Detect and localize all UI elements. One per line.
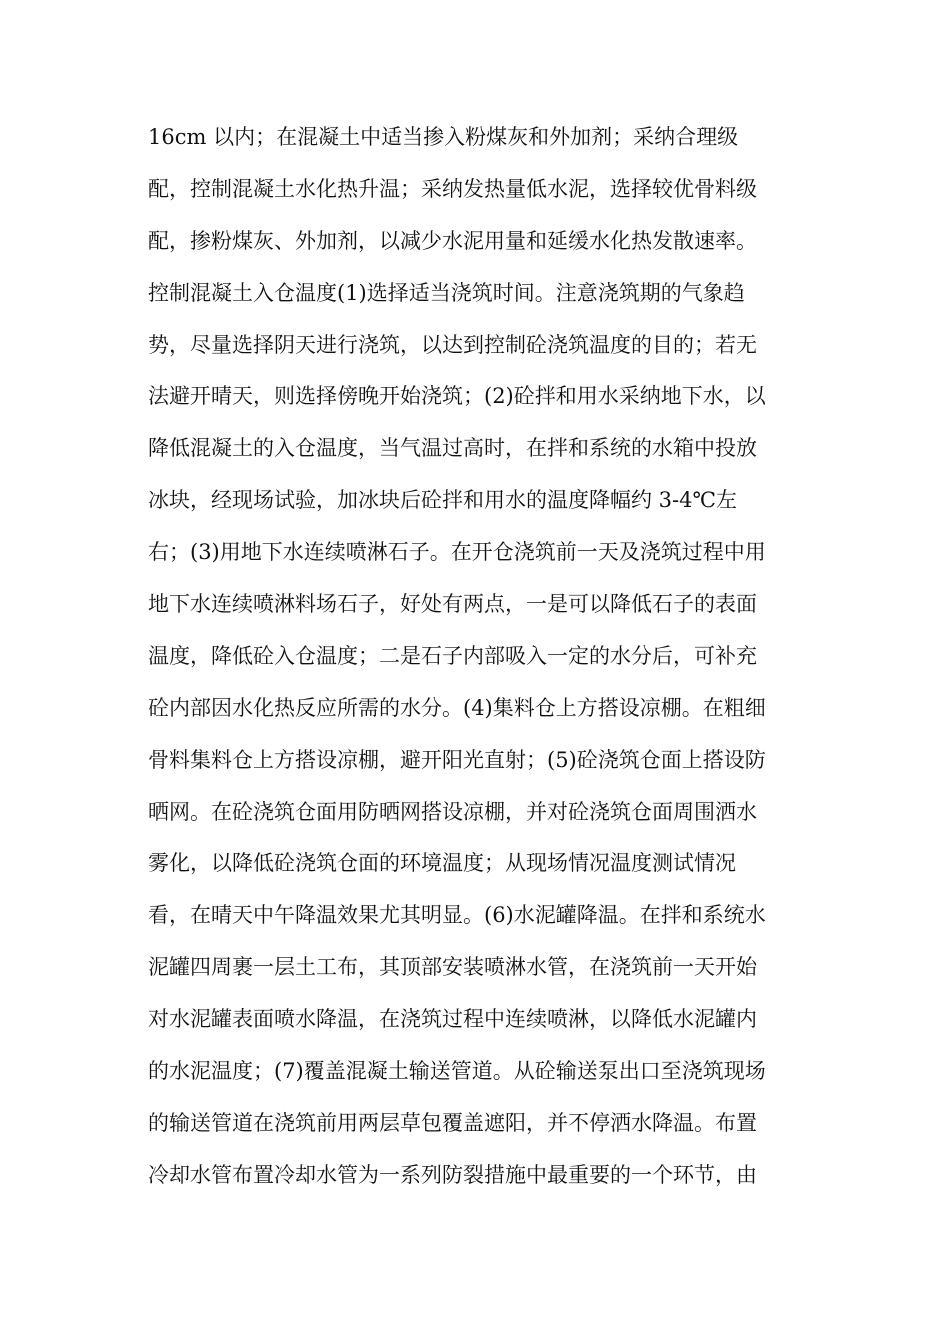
text-line: 16cm 以内；在混凝土中适当掺入粉煤灰和外加剂；采纳合理级 bbox=[148, 125, 739, 149]
text-line: 降低混凝土的入仓温度，当气温过高时，在拌和系统的水箱中投放 bbox=[148, 436, 757, 461]
text-line: 温度，降低砼入仓温度；二是石子内部吸入一定的水分后，可补充 bbox=[148, 643, 757, 668]
text-line: 晒网。在砼浇筑仓面用防晒网搭设凉棚，并对砼浇筑仓面周围洒水 bbox=[148, 799, 757, 824]
text-line: 右；(3)用地下水连续喷淋石子。在开仓浇筑前一天及浇筑过程中用 bbox=[148, 540, 766, 565]
text-line: 法避开晴天，则选择傍晚开始浇筑；(2)砼拌和用水采纳地下水，以 bbox=[148, 384, 766, 409]
text-line: 泥罐四周裹一层土工布，其顶部安装喷淋水管，在浇筑前一天开始 bbox=[148, 955, 757, 980]
text-line: 配，掺粉煤灰、外加剂，以减少水泥用量和延缓水化热发散速率。 bbox=[148, 228, 757, 253]
text-line: 冰块，经现场试验，加冰块后砼拌和用水的温度降幅约 3-4℃左 bbox=[148, 488, 737, 513]
text-line: 看，在晴天中午降温效果尤其明显。(6)水泥罐降温。在拌和系统水 bbox=[148, 903, 766, 928]
body-paragraph bbox=[148, 117, 828, 1207]
text-line: 配，控制混凝土水化热升温；采纳发热量低水泥，选择较优骨料级 bbox=[148, 176, 757, 201]
text-line: 砼内部因水化热反应所需的水分。(4)集料仓上方搭设凉棚。在粗细 bbox=[148, 695, 766, 720]
text-line: 的输送管道在浇筑前用两层草包覆盖遮阳，并不停洒水降温。布置 bbox=[148, 1110, 757, 1135]
text-line: 冷却水管布置冷却水管为一系列防裂措施中最重要的一个环节，由 bbox=[148, 1162, 757, 1187]
text-line: 雾化，以降低砼浇筑仓面的环境温度；从现场情况温度测试情况 bbox=[148, 851, 736, 876]
text-line: 的水泥温度；(7)覆盖混凝土输送管道。从砼输送泵出口至浇筑现场 bbox=[148, 1059, 766, 1084]
text-line: 地下水连续喷淋料场石子，好处有两点，一是可以降低石子的表面 bbox=[148, 592, 757, 617]
text-line: 对水泥罐表面喷水降温，在浇筑过程中连续喷淋，以降低水泥罐内 bbox=[148, 1007, 757, 1032]
text-line: 势，尽量选择阴天进行浇筑，以达到控制砼浇筑温度的目的；若无 bbox=[148, 332, 757, 357]
text-line: 控制混凝土入仓温度(1)选择适当浇筑时间。注意浇筑期的气象趋 bbox=[148, 280, 745, 305]
text-line: 骨料集料仓上方搭设凉棚，避开阳光直射；(5)砼浇筑仓面上搭设防 bbox=[148, 747, 766, 772]
